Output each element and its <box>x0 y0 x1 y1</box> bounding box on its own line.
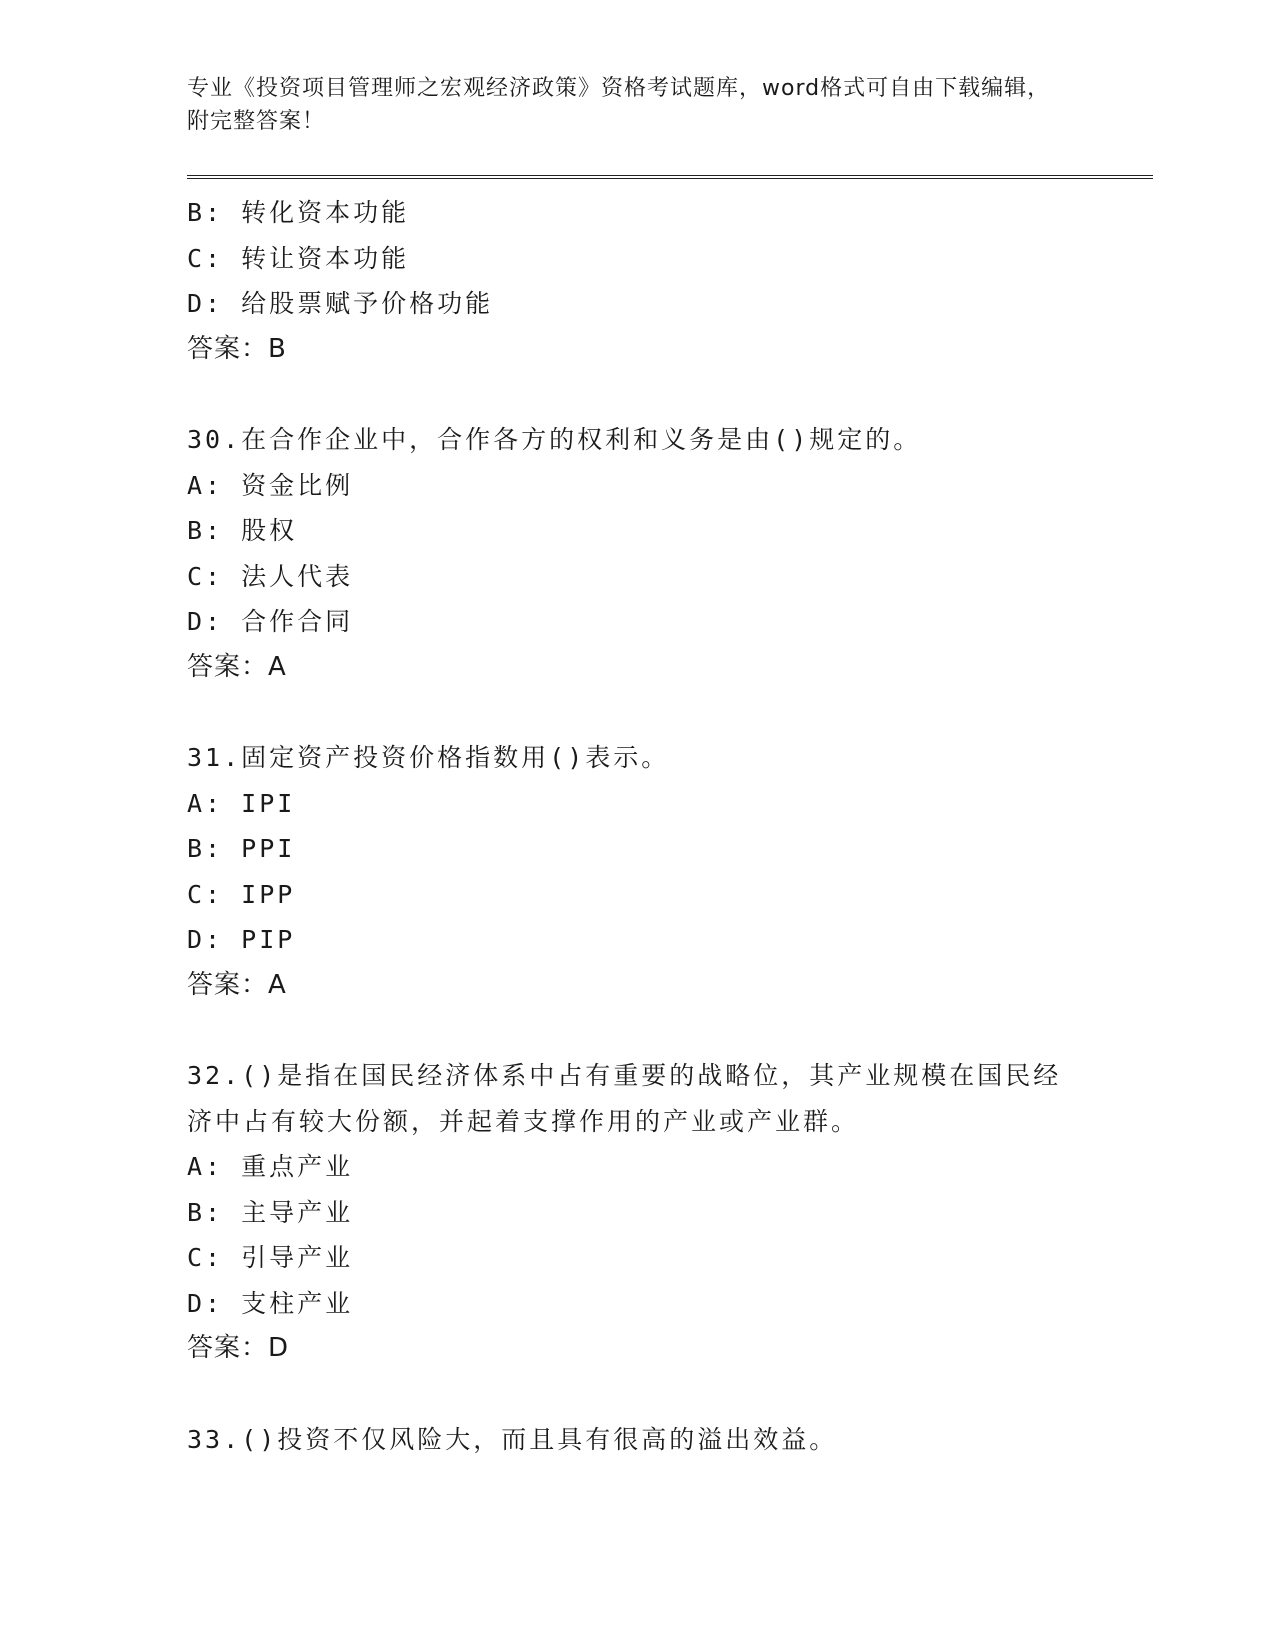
option-a: A: IPI <box>187 788 296 818</box>
question-block-29 <box>187 190 1087 372</box>
option-d: D: PIP <box>187 925 296 954</box>
question-block-33 <box>187 1417 1087 1463</box>
option-b: B: 股权 <box>187 516 298 545</box>
option-d: D: 给股票赋予价格功能 <box>187 289 494 318</box>
answer-label: 答案：D <box>187 1333 290 1363</box>
option-a: A: 重点产业 <box>187 1152 354 1181</box>
option-c: C: 引导产业 <box>187 1243 354 1272</box>
question-stem: 33.()投资不仅风险大，而且具有很高的溢出效益。 <box>187 1424 838 1454</box>
option-b: B: 转化资本功能 <box>187 198 410 227</box>
answer-label: 答案：B <box>187 333 287 364</box>
question-block-31 <box>187 735 1087 1008</box>
option-c: C: 法人代表 <box>187 561 354 591</box>
header-text: 专业《投资项目管理师之宏观经济政策》资格考试题库，word格式可自由下载编辑，附完整答案！ <box>187 76 1051 134</box>
option-c: C: IPP <box>187 879 296 909</box>
question-list <box>187 190 1087 1462</box>
answer-label: 答案：A <box>187 969 287 1000</box>
option-d: D: 合作合同 <box>187 607 354 636</box>
option-c: C: 转让资本功能 <box>187 243 410 273</box>
header-double-rule <box>187 175 1153 179</box>
option-b: B: PPI <box>187 834 296 863</box>
question-block-30 <box>187 417 1087 690</box>
answer-label: 答案：A <box>187 651 287 682</box>
option-a: A: 资金比例 <box>187 470 354 500</box>
question-stem: 32.()是指在国民经济体系中占有重要的战略位，其产业规模在国民经济中占有较大份额，并起着支撑作用的产业或产业群。 <box>187 1061 1062 1136</box>
option-d: D: 支柱产业 <box>187 1288 354 1318</box>
question-block-32 <box>187 1053 1087 1372</box>
question-stem: 31.固定资产投资价格指数用()表示。 <box>187 743 670 772</box>
option-b: B: 主导产业 <box>187 1197 354 1227</box>
question-stem: 30.在合作企业中，合作各方的权利和义务是由()规定的。 <box>187 425 922 454</box>
page-header <box>187 72 1067 138</box>
